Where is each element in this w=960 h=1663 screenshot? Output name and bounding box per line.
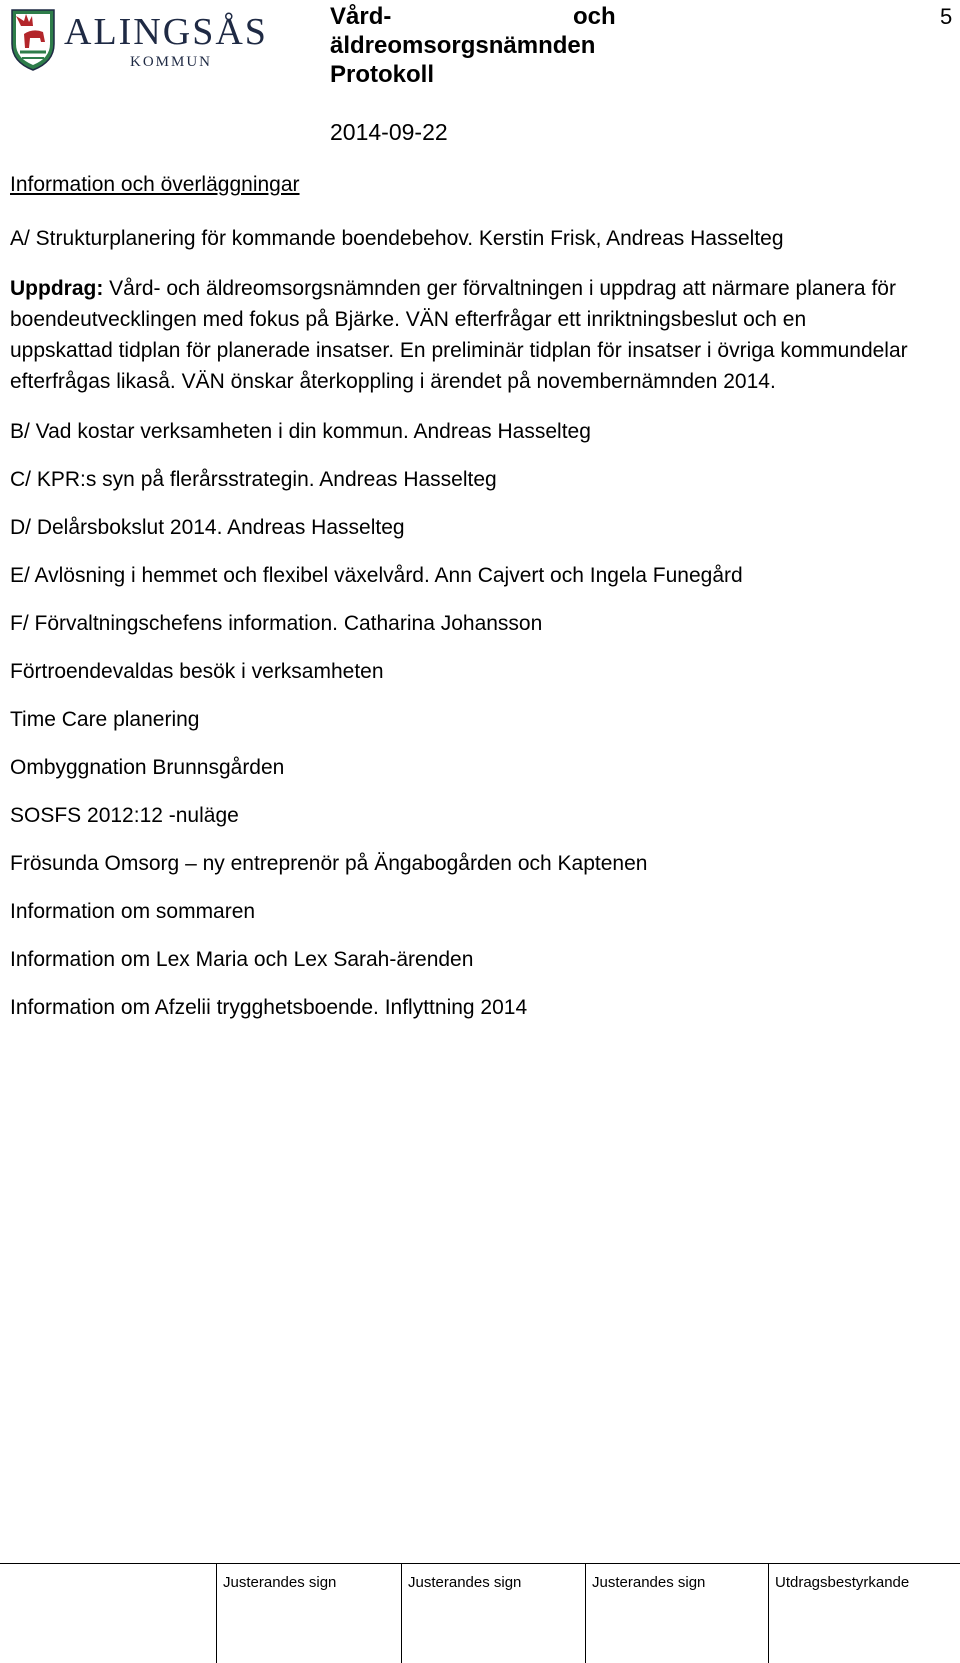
agenda-item-a: A/ Strukturplanering för kommande boendebehov. Kerstin Frisk, Andreas Hasselteg	[10, 227, 784, 250]
assignment-label: Uppdrag:	[10, 277, 104, 300]
committee-title-line2: äldreomsorgsnämnden	[330, 32, 596, 59]
agenda-item: D/ Delårsbokslut 2014. Andreas Hasselteg	[10, 516, 405, 539]
agenda-item: Time Care planering	[10, 708, 200, 731]
agenda-item: E/ Avlösning i hemmet och flexibel växelvård. Ann Cajvert och Ingela Funegård	[10, 564, 743, 587]
signature-label-1: Justerandes sign	[223, 1574, 337, 1591]
committee-title-part1: Vård-	[330, 3, 392, 30]
agenda-item: Förtroendevaldas besök i verksamheten	[10, 660, 384, 683]
agenda-item: F/ Förvaltningschefens information. Catharina Johansson	[10, 612, 543, 635]
agenda-item: Ombyggnation Brunnsgården	[10, 756, 285, 779]
committee-title-part2: och	[573, 3, 616, 30]
signature-label-2: Justerandes sign	[408, 1574, 522, 1591]
agenda-item: SOSFS 2012:12 -nuläge	[10, 804, 239, 827]
footer-column-divider	[401, 1563, 402, 1663]
footer-column-divider	[585, 1563, 586, 1663]
footer-divider	[0, 1563, 960, 1564]
page-number: 5	[940, 4, 953, 29]
document-date: 2014-09-22	[330, 119, 448, 145]
agenda-item: Information om sommaren	[10, 900, 256, 923]
agenda-item: Information om Lex Maria och Lex Sarah-ärenden	[10, 948, 474, 971]
footer-column-divider	[768, 1563, 769, 1663]
document-type: Protokoll	[330, 61, 435, 88]
assignment-text: Vård- och äldreomsorgsnämnden ger förvaltningen i uppdrag att närmare planera för boendeutvecklingen med fokus på Bjärke. VÄN efterfrågar ett inriktningsbeslut och en uppskattad tidplan för planerade insatser. En preliminär tidplan för insatser i övriga kommundelar efterfrågas likaså. VÄN önskar återkoppling i ärendet på novembernämnden 2014.	[10, 277, 908, 393]
certification-label: Utdragsbestyrkande	[775, 1574, 910, 1591]
agenda-item: B/ Vad kostar verksamheten i din kommun. Andreas Hasselteg	[10, 420, 591, 443]
section-heading: Information och överläggningar	[10, 173, 300, 196]
agenda-item: C/ KPR:s syn på flerårsstrategin. Andreas Hasselteg	[10, 468, 497, 491]
agenda-item: Frösunda Omsorg – ny entreprenör på Ängabogården och Kaptenen	[10, 852, 648, 875]
signature-label-3: Justerandes sign	[592, 1574, 706, 1591]
logo-subtext: KOMMUN	[130, 54, 213, 70]
agenda-item: Information om Afzelii trygghetsboende. Inflyttning 2014	[10, 996, 528, 1019]
footer-column-divider	[216, 1563, 217, 1663]
logo-wordmark: ALINGSÅS	[64, 11, 268, 53]
coat-of-arms-icon	[12, 10, 54, 70]
document-body	[10, 223, 910, 1023]
alingsas-kommun-logo	[8, 4, 298, 76]
assignment-paragraph	[10, 273, 910, 397]
